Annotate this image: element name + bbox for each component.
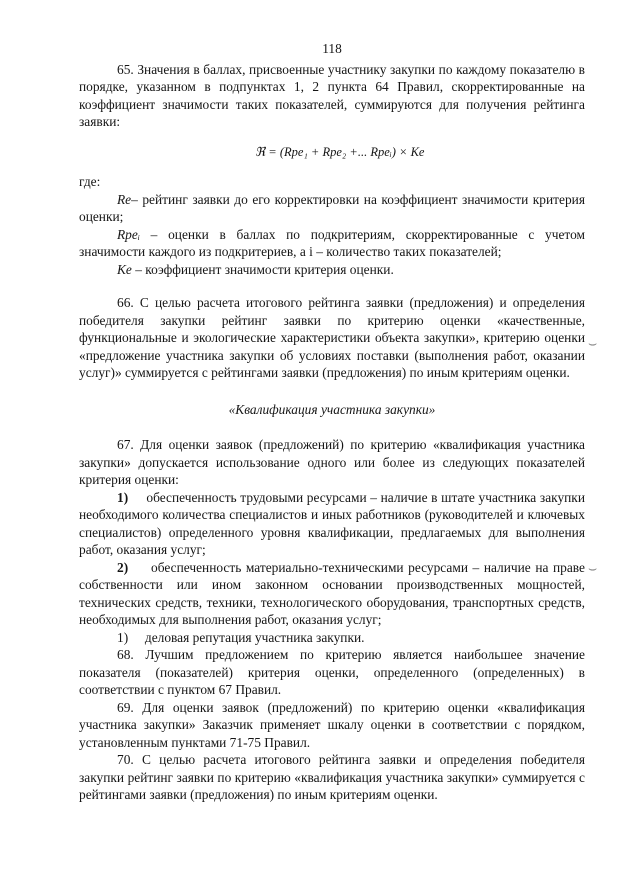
paragraph-67: 67. Для оценки заявок (предложений) по критерию «квалификация участника закупки» допускается использование одного или более из следующих показателей критерия оценки: [79, 437, 585, 487]
definition-rpe-text: – оценки в баллах по подкритериям, скорректированные с учетом значимости каждого из подкритериев, а i – количество таких показателей; [79, 226, 585, 259]
definition-re [79, 191, 585, 226]
document-page [79, 40, 585, 804]
list-item-2-text: обеспеченность материально-техническими ресурсами – наличие на праве собственности или ином законном основании производственных мощностей, технических средств, техники, технологического оборудования, транспортных средств, необходимых для выполнения работ, оказания услуг; [79, 559, 585, 627]
section-heading: «Квалификация участника закупки» [228, 401, 436, 417]
rating-formula: ℜ = (Rpe₁ + Rpe₂ +... Rpeᵢ) × Ke [255, 144, 425, 159]
list-item-2-number: 2) [117, 559, 129, 575]
paragraph-65: 65. Значения в баллах, присвоенные участнику закупки по каждому показателю в порядке, указанном в подпунктах 1, 2 пункта 64 Правил, скорректированные на коэффициент значимости таких показателей, суммируются для получения рейтинга заявки: [79, 61, 585, 129]
list-item-1-number: 1) [117, 489, 129, 505]
definition-rpe [79, 226, 585, 261]
list-item-1 [79, 489, 585, 559]
term-rpe: Rpeᵢ [117, 226, 140, 242]
list-item-3 [79, 629, 585, 647]
definition-ke [79, 261, 585, 279]
term-ke: Ke [117, 261, 132, 277]
paragraph-66: 66. С целью расчета итогового рейтинга заявки (предложения) и определения победителя закупки рейтинг заявки по критерию оценки «качественные, функциональные и экологические характеристики объекта закупки», критерию оценки «предложение участника закупки об условиях поставки (выполнения работ, оказании услуг)» суммируется с рейтингами заявки (предложения) по иным критериям оценки. [79, 295, 585, 380]
where-label: где: [79, 174, 101, 189]
paragraph-70: 70. С целью расчета итогового рейтинга заявки и определения победителя закупки рейтинг заявки по критерию «квалификация участника закупки» суммируется с рейтингами заявки (предложения) по иным критериям оценки. [79, 752, 585, 802]
list-item-2 [79, 559, 585, 629]
paragraph-68: 68. Лучшим предложением по критерию является наибольшее значение показателя (показателей) критерия оценки, определенного (определенных) в соответствии с пунктом 67 Правил. [79, 647, 585, 697]
paragraph-69: 69. Для оценки заявок (предложений) по критерию оценки «квалификация участника закупки» Заказчик применяет шкалу оценки в соответствии с порядком, установленным пунктами 71-75 Правил. [79, 699, 585, 750]
definition-ke-text: – коэффициент значимости критерия оценки. [131, 261, 394, 277]
margin-mark: ⌣ [588, 337, 598, 352]
list-item-1-text: обеспеченность трудовыми ресурсами – наличие в штате участника закупки необходимого количества специалистов и иных работников (руководителей и ключевых специалистов) определенного уровня квалификации, предлагаемых для выполнения работ, оказания услуг; [79, 489, 585, 557]
page-number: 118 [322, 41, 342, 56]
list-item-3-text: деловая репутация участника закупки. [144, 629, 365, 645]
margin-mark: ⌣ [588, 562, 598, 577]
list-item-3-number: 1) [117, 629, 129, 645]
term-re: Re [117, 191, 132, 207]
definition-re-text: – рейтинг заявки до его корректировки на коэффициент значимости критерия оценки; [79, 191, 585, 224]
